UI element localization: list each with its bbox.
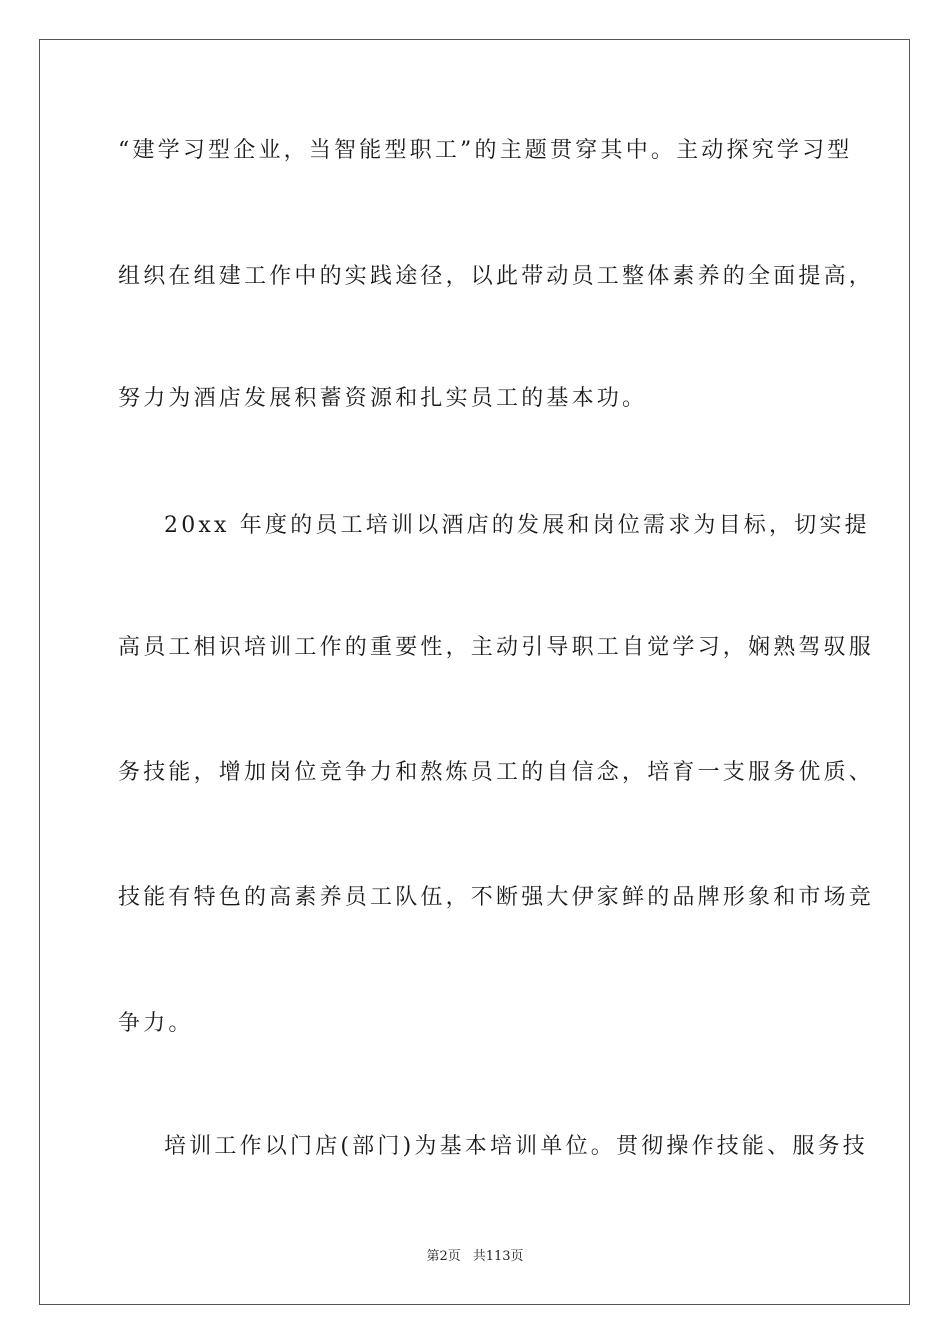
text-line-9: 培训工作以门店(部门)为基本培训单位。贯彻操作技能、服务技	[164, 1134, 868, 1159]
page-total: 共113页	[472, 1249, 524, 1264]
text-line-6: 务技能，增加岗位竞争力和熬炼员工的自信念，培育一支服务优质、	[118, 760, 875, 785]
text-line-2: 组织在组建工作中的实践途径，以此带动员工整体素养的全面提高，	[118, 264, 875, 289]
text-line-3: 努力为酒店发展积蓄资源和扎实员工的基本功。	[118, 386, 648, 411]
text-line-1: “建学习型企业，当智能型职工”的主题贯穿其中。主动探究学习型	[118, 138, 853, 163]
text-line-4: 20xx 年度的员工培训以酒店的发展和岗位需求为目标，切实提	[164, 513, 870, 538]
text-line-8: 争力。	[118, 1011, 194, 1036]
text-line-5: 高员工相识培训工作的重要性，主动引导职工自觉学习，娴熟驾驭服	[118, 635, 875, 660]
page-border	[39, 39, 910, 1305]
text-line-7: 技能有特色的高素养员工队伍，不断强大伊家鲜的品牌形象和市场竞	[118, 885, 875, 910]
page-number: 第2页	[426, 1249, 461, 1264]
page-footer	[0, 1248, 950, 1266]
